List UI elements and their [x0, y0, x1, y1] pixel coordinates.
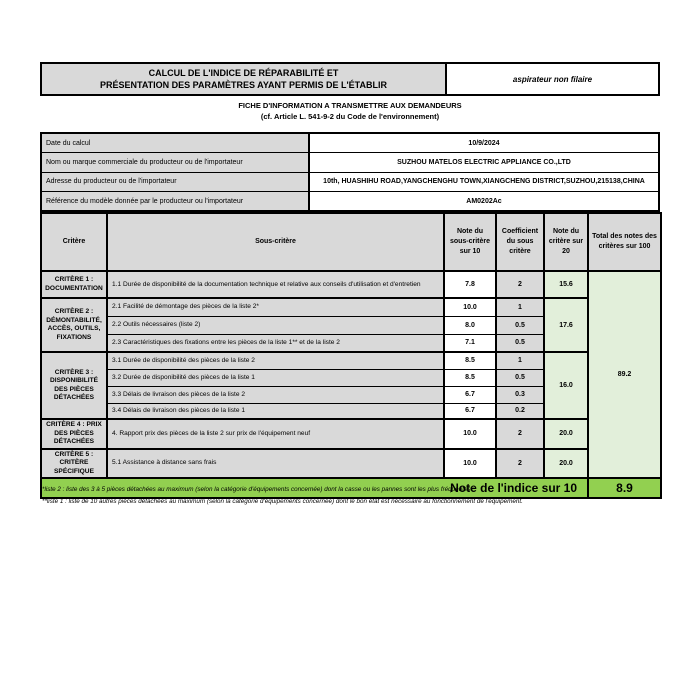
document-title [42, 64, 447, 94]
coeff-4: 2 [496, 419, 544, 449]
column-header-coefficient: Coefficient du sous critère [496, 213, 544, 271]
subtitle-line-2: (cf. Article L. 541-9-2 du Code de l'environnement) [260, 111, 440, 121]
coeff-3-3: 0.3 [496, 386, 544, 403]
note20-critere-3: 16.0 [544, 352, 588, 419]
critere-2-label: CRITÈRE 2 : DÉMONTABILITÉ, ACCÈS, OUTILS, FIXATIONS [41, 298, 107, 352]
final-score-value: 8.9 [588, 478, 661, 498]
critere-5-label: CRITÈRE 5 : CRITÈRE SPÉCIFIQUE [41, 449, 107, 479]
coeff-5-1: 2 [496, 449, 544, 479]
critere-1-label: CRITÈRE 1 : DOCUMENTATION [41, 271, 107, 298]
sub-critere-3-1: 3.1 Durée de disponibilité des pièces de la liste 2 [107, 352, 444, 369]
note20-critere-2: 17.6 [544, 298, 588, 352]
sub-critere-2-1: 2.1 Facilité de démontage des pièces de la liste 2* [107, 298, 444, 316]
coeff-3-4: 0.2 [496, 403, 544, 419]
coeff-2-2: 0.5 [496, 316, 544, 334]
sub-critere-3-2: 3.2 Durée de disponibilité des pièces de la liste 1 [107, 369, 444, 386]
subtitle-line-1: FICHE D'INFORMATION A TRANSMETTRE AUX DEMANDEURS [238, 101, 462, 110]
document-subtitle [40, 101, 660, 122]
score-table-header-row [41, 213, 661, 271]
total-sur-100: 89.2 [588, 271, 661, 478]
column-header-sous-critere: Sous-critère [107, 213, 444, 271]
sub-critere-2-2: 2.2 Outils nécessaires (liste 2) [107, 316, 444, 334]
sub-critere-5-1: 5.1 Assistance à distance sans frais [107, 449, 444, 479]
coeff-3-1: 1 [496, 352, 544, 369]
sub-critere-1-1: 1.1 Durée de disponibilité de la documentation technique et relative aux conseils d'utilisation et d'entretien [107, 271, 444, 298]
critere-4-label: CRITÈRE 4 : PRIX DES PIÈCES DÉTACHÉES [41, 419, 107, 449]
coeff-1-1: 2 [496, 271, 544, 298]
footnote-liste-2: *liste 2 : liste des 3 à 5 pièces détachées au maximum (selon la catégorie d'équipements concernée) dont la casse ou les pannes sont les plus fréquentes ; [42, 486, 475, 493]
note10-3-4: 6.7 [444, 403, 496, 419]
note10-2-1: 10.0 [444, 298, 496, 316]
info-label-producer-address: Adresse du producteur ou de l'importateur [41, 172, 309, 192]
title-line-2: PRÉSENTATION DES PARAMÈTRES AYANT PERMIS DE L'ÉTABLIR [99, 80, 387, 90]
critere-3-label: CRITÈRE 3 : DISPONIBILITÉ DES PIÈCES DÉTACHÉES [41, 352, 107, 419]
table-row [41, 153, 659, 173]
product-category: aspirateur non filaire [512, 74, 593, 84]
table-row [41, 419, 661, 449]
note20-critere-5: 20.0 [544, 449, 588, 479]
note10-3-2: 8.5 [444, 369, 496, 386]
table-row [41, 133, 659, 153]
table-row [41, 449, 661, 479]
table-row [41, 192, 659, 212]
info-value-date: 10/9/2024 [309, 133, 659, 153]
sub-critere-4: 4. Rapport prix des pièces de la liste 2 sur prix de l'équipement neuf [107, 419, 444, 449]
sub-critere-3-3: 3.3 Délais de livraison des pièces de la liste 2 [107, 386, 444, 403]
note10-5-1: 10.0 [444, 449, 496, 479]
column-header-note10: Note du sous-critère sur 10 [444, 213, 496, 271]
note10-3-3: 6.7 [444, 386, 496, 403]
table-row [41, 172, 659, 192]
info-label-date: Date du calcul [41, 133, 309, 153]
final-score-label: Note de l'indice sur 10 [41, 478, 588, 498]
coeff-2-1: 1 [496, 298, 544, 316]
info-value-producer-name: SUZHOU MATELOS ELECTRIC APPLIANCE CO.,LTD [309, 153, 659, 173]
note10-4: 10.0 [444, 419, 496, 449]
sub-critere-3-4: 3.4 Délais de livraison des pièces de la liste 1 [107, 403, 444, 419]
table-row [41, 298, 661, 316]
column-header-critere: Critère [41, 213, 107, 271]
note10-2-3: 7.1 [444, 334, 496, 352]
coeff-2-3: 0.5 [496, 334, 544, 352]
info-label-producer-name: Nom ou marque commerciale du producteur ou de l'importateur [41, 153, 309, 173]
note20-critere-1: 15.6 [544, 271, 588, 298]
column-header-total100: Total des notes des critères sur 100 [588, 213, 661, 271]
title-line-1: CALCUL DE L'INDICE DE RÉPARABILITÉ ET [148, 67, 339, 78]
coeff-3-2: 0.5 [496, 369, 544, 386]
note10-1-1: 7.8 [444, 271, 496, 298]
note20-critere-4: 20.0 [544, 419, 588, 449]
footnotes [42, 484, 658, 507]
info-label-model-reference: Référence du modèle donnée par le producteur ou l'importateur [41, 192, 309, 212]
producer-info-table [40, 132, 660, 212]
info-value-producer-address: 10th, HUASHIHU ROAD,YANGCHENGHU TOWN,XIANGCHENG DISTRICT,SUZHOU,215138,CHINA [309, 172, 659, 192]
footnote-liste-1: **liste 1 : liste de 10 autres pièces détachées au maximum (selon la catégorie d'équipements concernée) dont le bon état est nécessaire au fonctionnement de l'équipement. [42, 497, 523, 505]
note10-2-2: 8.0 [444, 316, 496, 334]
document-title-box [40, 62, 660, 96]
column-header-note20: Note du critère sur 20 [544, 213, 588, 271]
table-row [41, 352, 661, 369]
info-value-model-reference: AM0202Ac [309, 192, 659, 212]
note10-3-1: 8.5 [444, 352, 496, 369]
sub-critere-2-3: 2.3 Caractéristiques des fixations entre les pièces de la liste 1** et de la liste 2 [107, 334, 444, 352]
table-row [41, 271, 661, 298]
score-table [40, 212, 662, 499]
